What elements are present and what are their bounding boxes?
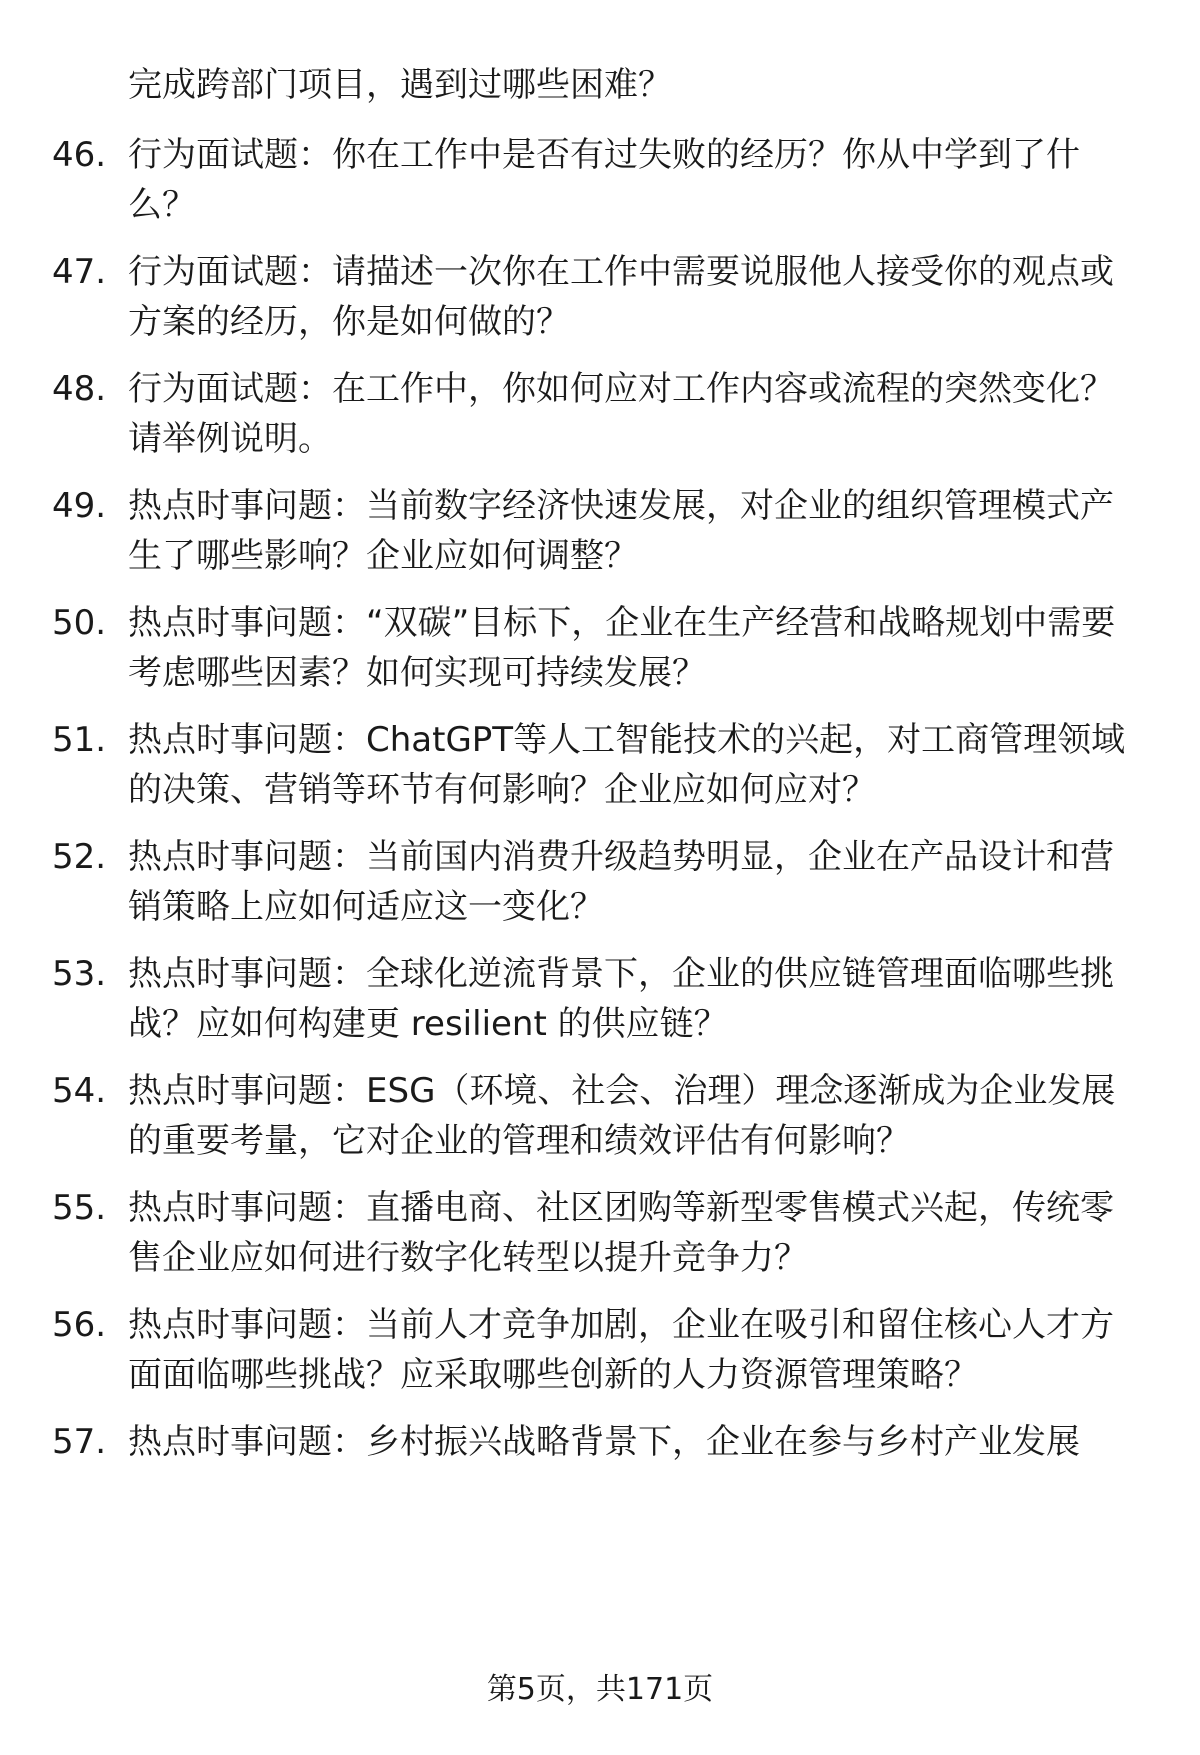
question-text: 行为面试题：你在工作中是否有过失败的经历？你从中学到了什么？ [128, 135, 1080, 225]
question-number: 55. [52, 1188, 107, 1228]
question-text: 热点时事问题：“双碳”目标下，企业在生产经营和战略规划中需要考虑哪些因素？如何实现可持续发展？ [128, 603, 1116, 693]
question-item-53 [52, 949, 1152, 1049]
question-number: 53. [52, 954, 107, 994]
question-text: 热点时事问题：乡村振兴战略背景下，企业在参与乡村产业发展 [128, 1422, 1080, 1462]
question-item-48 [52, 364, 1152, 464]
question-text: 热点时事问题：ChatGPT等人工智能技术的兴起，对工商管理领域的决策、营销等环节有何影响？企业应如何应对？ [128, 720, 1126, 810]
question-number: 54. [52, 1071, 107, 1111]
question-number: 47. [52, 252, 107, 292]
question-text: 热点时事问题：当前人才竞争加剧，企业在吸引和留住核心人才方面面临哪些挑战？应采取哪些创新的人力资源管理策略？ [128, 1305, 1114, 1395]
question-number: 57. [52, 1422, 107, 1462]
question-item-50 [52, 598, 1152, 698]
question-number: 56. [52, 1305, 107, 1345]
question-item-46 [52, 130, 1152, 230]
continued-question-text: 完成跨部门项目，遇到过哪些困难？ [128, 65, 672, 105]
question-item-57 [52, 1417, 1152, 1467]
question-item-52 [52, 832, 1152, 932]
question-item-51 [52, 715, 1152, 815]
question-text: 热点时事问题：当前国内消费升级趋势明显，企业在产品设计和营销策略上应如何适应这一变化？ [128, 837, 1114, 927]
question-item-56 [52, 1300, 1152, 1400]
question-text: 热点时事问题：当前数字经济快速发展，对企业的组织管理模式产生了哪些影响？企业应如何调整？ [128, 486, 1114, 576]
question-item-54 [52, 1066, 1152, 1166]
question-item-47 [52, 247, 1152, 347]
question-number: 49. [52, 486, 107, 526]
question-text: 行为面试题：请描述一次你在工作中需要说服他人接受你的观点或方案的经历，你是如何做的？ [128, 252, 1114, 342]
page-footer: 第5页，共171页 [486, 1672, 714, 1707]
question-item-49 [52, 481, 1152, 581]
question-number: 52. [52, 837, 107, 877]
question-number: 50. [52, 603, 107, 643]
question-number: 46. [52, 135, 107, 175]
question-text: 热点时事问题：直播电商、社区团购等新型零售模式兴起，传统零售企业应如何进行数字化转型以提升竞争力？ [128, 1188, 1114, 1278]
question-text: 热点时事问题：全球化逆流背景下，企业的供应链管理面临哪些挑战？应如何构建更 resilient 的供应链？ [128, 954, 1114, 1044]
question-item-55 [52, 1183, 1152, 1283]
question-number: 48. [52, 369, 107, 409]
question-text: 热点时事问题：ESG（环境、社会、治理）理念逐渐成为企业发展的重要考量，它对企业的管理和绩效评估有何影响？ [128, 1071, 1116, 1161]
question-text: 行为面试题：在工作中，你如何应对工作内容或流程的突然变化？请举例说明。 [128, 369, 1114, 459]
question-number: 51. [52, 720, 107, 760]
